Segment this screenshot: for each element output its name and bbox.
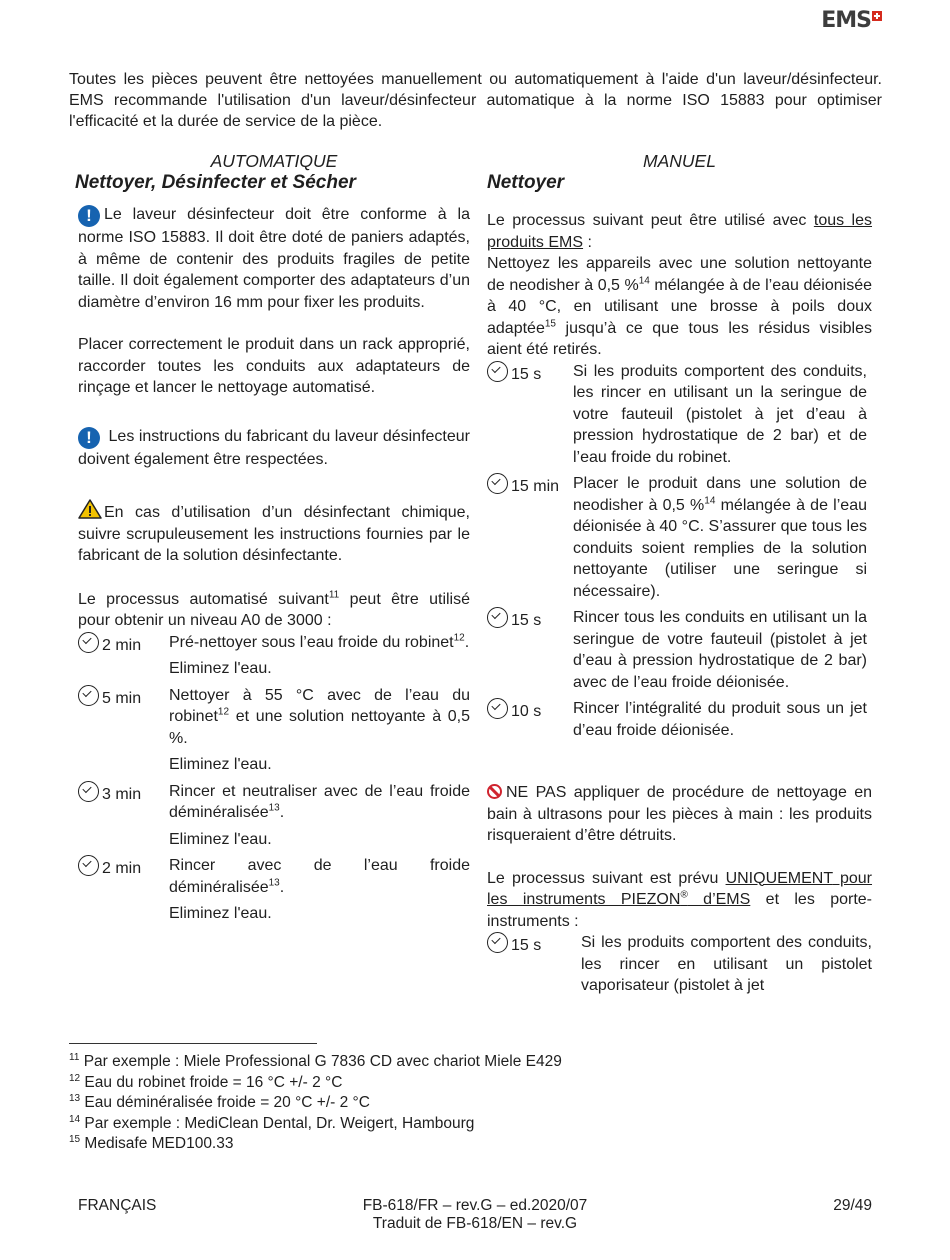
step-discard-water: Eliminez l'eau. — [169, 905, 272, 922]
clock-icon — [487, 932, 508, 953]
manual-title: Nettoyer — [487, 171, 565, 193]
right-column — [487, 151, 872, 997]
step-text-end: mélangée à de l’eau déionisée à 40 °C. S’assurer que tous les conduits soient remplies de la solution nettoyante (utiliser une seringue si nécessaire). — [573, 496, 867, 600]
step-time: 3 min — [102, 785, 142, 803]
clock-icon — [487, 698, 508, 719]
paragraph-text-end: : — [583, 233, 592, 251]
chemical-warning — [78, 499, 470, 567]
manual-steps — [487, 361, 872, 742]
step-text-main: Pré-nettoyer sous l’eau froide du robinet — [169, 633, 454, 651]
step-time: 10 s — [511, 703, 542, 720]
footer-document-reference — [300, 1197, 650, 1233]
swiss-cross-icon — [872, 11, 882, 21]
footnote-15 — [69, 1134, 562, 1155]
step-text — [169, 685, 470, 750]
step-text-main: Rincer tous les conduits en utilisant un la seringue de votre fauteuil (pistolet à jet d’eau à pression hydrostatique de 2 bar) avec de l’eau froide déionisée. — [573, 609, 867, 691]
piezon-text: pour les instruments PIEZON — [487, 869, 873, 908]
translation-note: Traduit de FB-618/EN – rev.G — [372, 1215, 578, 1232]
footnote-ref: 12 — [217, 706, 230, 718]
step-text — [573, 361, 872, 469]
chemical-warning-text: En cas d’utilisation d’un désinfectant chimique, suivre scrupuleusement les instructions fournies par le fabricant de la solution désinfectante. — [78, 504, 470, 564]
clock-icon — [78, 781, 99, 802]
prohibition-text: NE PAS appliquer de procédure de nettoyage en bain à ultrasons pour les pièces à main : les produits risqueraient d’être détruits. — [487, 784, 872, 844]
step-text-main: Placer le produit dans une solution de neodisher à 0,5 % — [573, 475, 867, 514]
footnote-text: Medisafe MED100.33 — [80, 1135, 234, 1152]
step-row — [487, 607, 872, 693]
footnote-text: Par exemple : MediClean Dental, Dr. Weigert, Hambourg — [80, 1114, 475, 1132]
footnote-13 — [69, 1093, 562, 1114]
step-text-end: . — [464, 633, 470, 651]
automated-steps — [78, 632, 470, 925]
step-text-main: Rincer l’intégralité du produit sous un jet d’eau froide déionisée. — [573, 700, 867, 739]
step-time: 5 min — [102, 689, 142, 707]
step-time: 15 s — [511, 612, 542, 629]
uniquement-text: UNIQUEMENT — [725, 869, 833, 887]
footnote-text: Par exemple : Miele Professional G 7836 CD avec chariot Miele E429 — [79, 1053, 562, 1070]
step-time: 2 min — [102, 860, 142, 877]
step-text-end: . — [279, 804, 285, 821]
automatic-heading: AUTOMATIQUE — [210, 151, 338, 171]
clock-icon — [487, 607, 508, 628]
ultrasonic-prohibition — [487, 782, 872, 847]
footnote-text: Eau déminéralisée froide = 20 °C +/- 2 °C — [80, 1094, 370, 1111]
step-time: 15 s — [511, 937, 542, 954]
step-time: 15 s — [511, 365, 542, 383]
step-row — [78, 781, 470, 851]
step-instructions — [169, 632, 470, 680]
step-duration — [487, 698, 573, 741]
footnote-11 — [69, 1052, 562, 1073]
footnote-number: 12 — [69, 1072, 81, 1084]
washer-note-text: Le laveur désinfecteur doit être conforme à la norme ISO 15883. Il doit être doté de paniers adaptés, à même de contenir des produits fragiles de petite taille. Il doit également comporter des adaptateurs d’un diamètre d’environ 16 mm pour fixer les produits. — [78, 206, 470, 311]
footnote-number: 14 — [69, 1113, 81, 1125]
info-exclamation-icon: ! — [78, 427, 100, 449]
step-text-main: Rincer avec de l’eau froide déminéralisée — [169, 857, 470, 896]
step-duration — [78, 632, 169, 680]
footnote-number: 15 — [69, 1133, 81, 1145]
step-duration — [78, 855, 169, 925]
piezon-paragraph — [487, 868, 872, 933]
clock-icon — [487, 473, 508, 494]
step-discard-water: Eliminez l'eau. — [169, 660, 272, 677]
automatic-title: Nettoyer, Désinfecter et Sécher — [75, 171, 356, 193]
warning-icon — [78, 499, 102, 519]
step-time: 2 min — [102, 636, 142, 654]
rack-paragraph: Placer correctement le produit dans un rack approprié, raccorder toutes les conduits aux adaptateurs de rinçage et lancer le nettoyage automatisé. — [78, 336, 470, 396]
logo-text: EMS — [821, 8, 871, 33]
step-row — [78, 855, 470, 925]
step-text — [573, 607, 872, 693]
step-duration — [487, 361, 573, 469]
paragraph-text: Nettoyez les appareils avec une solution nettoyante de neodisher à 0,5 % — [487, 255, 872, 294]
clock-icon — [78, 685, 99, 706]
footnote-12 — [69, 1073, 562, 1094]
step-duration — [487, 473, 573, 602]
prohibited-icon — [487, 784, 502, 799]
clock-icon — [78, 632, 99, 653]
paragraph-text: Le processus suivant peut être utilisé avec — [487, 212, 814, 229]
neodisher-paragraph — [487, 253, 872, 361]
step-duration — [487, 607, 573, 693]
footnote-divider — [69, 1043, 317, 1044]
step-discard-water: Eliminez l'eau. — [169, 830, 272, 848]
footnotes — [69, 1052, 562, 1155]
footnote-14 — [69, 1114, 562, 1135]
step-text: Si les produits comportent des conduits, les rincer en utilisant un pistolet vaporisateur (pistolet à jet — [581, 934, 872, 994]
step-text-main: Nettoyer à 55 °C avec de l’eau du robinet — [169, 686, 470, 725]
document-revision: FB-618/FR – rev.G – ed.2020/07 — [362, 1197, 588, 1214]
footnote-ref: 15 — [544, 318, 556, 330]
step-row — [487, 361, 872, 469]
ems-text: d’EMS — [687, 891, 751, 908]
paragraph-text-end: et les porte-instruments : — [487, 891, 872, 930]
step-instructions — [169, 685, 470, 776]
step-text-end: . — [279, 878, 285, 896]
registered-mark: ® — [680, 889, 688, 901]
process-text-end: peut être utilisé pour obtenir un niveau A0 de 3000 : — [78, 590, 471, 629]
footnote-number: 11 — [69, 1051, 80, 1063]
all-products-paragraph — [487, 210, 872, 253]
paragraph-text: Le processus suivant est prévu — [487, 869, 726, 887]
intro-paragraph: Toutes les pièces peuvent être nettoyées manuellement ou automatiquement à l'aide d'un laveur/désinfecteur. EMS recommande l'utilisation d'un laveur/désinfecteur automatique à la norme ISO 15883 pour optimiser l'efficacité et la durée de service de la pièce. — [69, 71, 882, 130]
step-text — [573, 698, 872, 741]
step-text — [169, 781, 470, 824]
clock-icon — [78, 855, 99, 876]
info-exclamation-icon: ! — [78, 205, 100, 227]
automated-process-intro — [78, 589, 470, 632]
footnote-ref: 11 — [328, 589, 340, 601]
step-duration — [78, 781, 169, 851]
step-time: 15 min — [511, 478, 560, 495]
manual-heading: MANUEL — [643, 151, 716, 171]
step-discard-water: Eliminez l'eau. — [169, 756, 272, 773]
ems-logo — [821, 8, 882, 33]
left-column — [75, 151, 471, 925]
step-row — [78, 685, 470, 776]
manufacturer-note — [78, 426, 470, 471]
step-text-main: Rincer et neutraliser avec de l’eau froide déminéralisée — [169, 782, 470, 821]
all-ems-products-text: tous les produits EMS — [487, 212, 873, 251]
step-instructions — [169, 855, 470, 925]
footnote-ref: 14 — [638, 275, 650, 287]
footnote-ref: 12 — [453, 632, 465, 644]
footnote-ref: 13 — [268, 877, 280, 889]
footnote-ref: 13 — [268, 802, 280, 814]
step-instructions — [169, 781, 470, 851]
step-row — [487, 932, 872, 997]
step-text — [169, 855, 470, 898]
step-row — [78, 632, 470, 680]
footnote-ref: 14 — [704, 495, 716, 507]
step-text-end: et une solution nettoyante à 0,5 %. — [169, 708, 470, 747]
footer-language: FRANÇAIS — [78, 1197, 157, 1214]
footnote-text: Eau du robinet froide = 16 °C +/- 2 °C — [80, 1073, 343, 1091]
page-number: 29/49 — [833, 1197, 872, 1214]
step-row — [487, 698, 872, 741]
step-text — [169, 632, 470, 654]
clock-icon — [487, 361, 508, 382]
step-text — [573, 473, 872, 602]
step-duration — [487, 932, 581, 997]
step-text-main: Si les produits comportent des conduits, les rincer en utilisant un la seringue de votre fauteuil (pistolet à jet d’eau à pression hydrostatique de 2 bar) et de l’eau froide du robinet. — [573, 362, 867, 466]
step-row — [487, 473, 872, 602]
process-text: Le processus automatisé suivant — [78, 590, 329, 608]
washer-note — [78, 204, 470, 313]
paragraph-text-end: jusqu’à ce que tous les résidus visibles aient été retirés. — [487, 319, 872, 358]
step-duration — [78, 685, 169, 776]
footnote-number: 13 — [69, 1092, 81, 1104]
paragraph-text: mélangée à de l’eau déionisée à 40 °C, en utilisant une brosse à poils doux adaptée — [487, 276, 873, 337]
manufacturer-note-text: Les instructions du fabricant du laveur désinfecteur doivent également être respectées. — [78, 427, 470, 468]
